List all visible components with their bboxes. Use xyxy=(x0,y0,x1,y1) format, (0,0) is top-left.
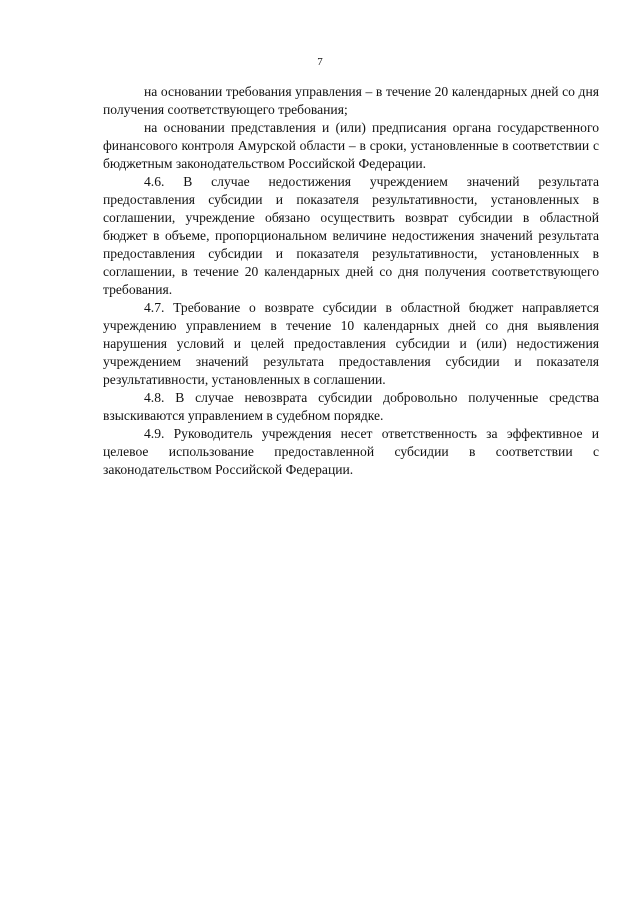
page-number: 7 xyxy=(317,56,323,68)
paragraph-4-9: 4.9. Руководитель учреждения несет ответственность за эффективное и целевое использование предоставленной субсидии в соответствии с законодательством Российской Федерации. xyxy=(103,426,599,477)
paragraph-control-deadline: на основании представления и (или) предписания органа государственного финансового контроля Амурской области – в сроки, установленные в соответствии с бюджетным законодательством Российской Федерации. xyxy=(103,120,599,171)
paragraph-requirement-deadline: на основании требования управления – в течение 20 календарных дней со дня получения соответствующего требования; xyxy=(103,84,599,117)
paragraph-4-6: 4.6. В случае недостижения учреждением значений результата предоставления субсидии и показателя результативности, установленных в соглашении, учреждение обязано осуществить возврат субсидии в областной бюджет в объеме, пропорциональном величине недостижения значений результата предоставления субсидии и показателя результативности, установленных в соглашении, в течение 20 календарных дней со дня получения соответствующего требования. xyxy=(103,174,599,297)
paragraph-4-8: 4.8. В случае невозврата субсидии добровольно полученные средства взыскиваются управлением в судебном порядке. xyxy=(103,390,599,423)
document-body xyxy=(103,83,599,479)
paragraph-4-7: 4.7. Требование о возврате субсидии в областной бюджет направляется учреждению управлением в течение 10 календарных дней со дня выявления нарушения условий и целей предоставления субсидии и (или) недостижения учреждением значений результата предоставления субсидии и показателя результативности, установленных в соглашении. xyxy=(103,300,599,387)
